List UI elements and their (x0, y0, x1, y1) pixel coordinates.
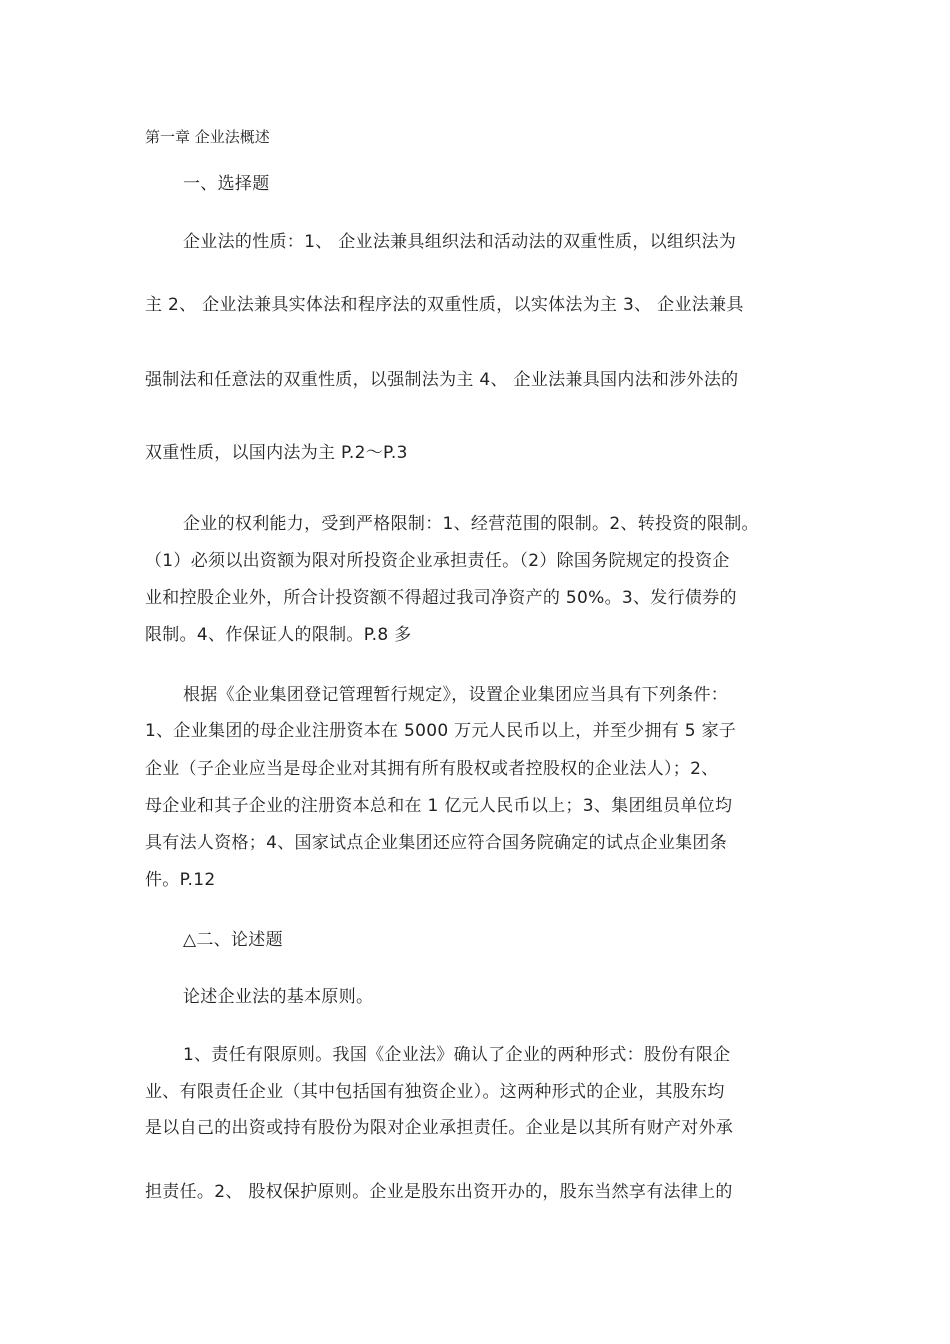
para4-line: 业、有限责任企业（其中包括国有独资企业）。这两种形式的企业，其股东均 (145, 1082, 725, 1102)
chapter-title: 第一章 企业法概述 (145, 128, 270, 146)
para4-line: 是以自己的出资或持有股份为限对企业承担责任。企业是以其所有财产对外承 (145, 1118, 734, 1138)
para3-line: 根据《企业集团登记管理暂行规定》，设置企业集团应当具有下列条件： (183, 685, 729, 705)
para4-line: 1、责任有限原则。我国《企业法》确认了企业的两种形式：股份有限企 (183, 1045, 731, 1065)
para1-line: 主 2、 企业法兼具实体法和程序法的双重性质，以实体法为主 3、 企业法兼具 (145, 295, 744, 315)
para3-line: 母企业和其子企业的注册资本总和在 1 亿元人民币以上；3、集团组员单位均 (145, 796, 733, 816)
section-heading-choice: 一、选择题 (183, 174, 270, 194)
para1-line: 强制法和任意法的双重性质，以强制法为主 4、 企业法兼具国内法和涉外法的 (145, 370, 739, 390)
para2-line: 企业的权利能力，受到严格限制：1、经营范围的限制。2、转投资的限制。 (183, 514, 759, 534)
section-heading-essay: △二、论述题 (183, 930, 283, 950)
para2-line: （1）必须以出资额为限对所投资企业承担责任。（2）除国务院规定的投资企 (145, 551, 730, 571)
para3-line: 企业（子企业应当是母企业对其拥有所有股权或者控股权的企业法人）；2、 (145, 759, 719, 779)
para3-line: 具有法人资格；4、国家试点企业集团还应符合国务院确定的试点企业集团条 (145, 833, 728, 853)
para3-line: 件。P.12 (145, 870, 216, 890)
para1-line: 企业法的性质：1、 企业法兼具组织法和活动法的双重性质，以组织法为 (183, 232, 737, 252)
para4-line: 担责任。2、 股权保护原则。企业是股东出资开办的，股东当然享有法律上的 (145, 1182, 733, 1202)
para3-line: 1、企业集团的母企业注册资本在 5000 万元人民币以上，并至少拥有 5 家子 (145, 721, 737, 741)
para2-line: 业和控股企业外，所合计投资额不得超过我司净资产的 50%。3、发行债券的 (145, 588, 737, 608)
para2-line: 限制。4、作保证人的限制。P.8 多 (145, 625, 412, 645)
para1-line: 双重性质，以国内法为主 P.2～P.3 (145, 443, 408, 463)
essay-question: 论述企业法的基本原则。 (183, 987, 374, 1007)
